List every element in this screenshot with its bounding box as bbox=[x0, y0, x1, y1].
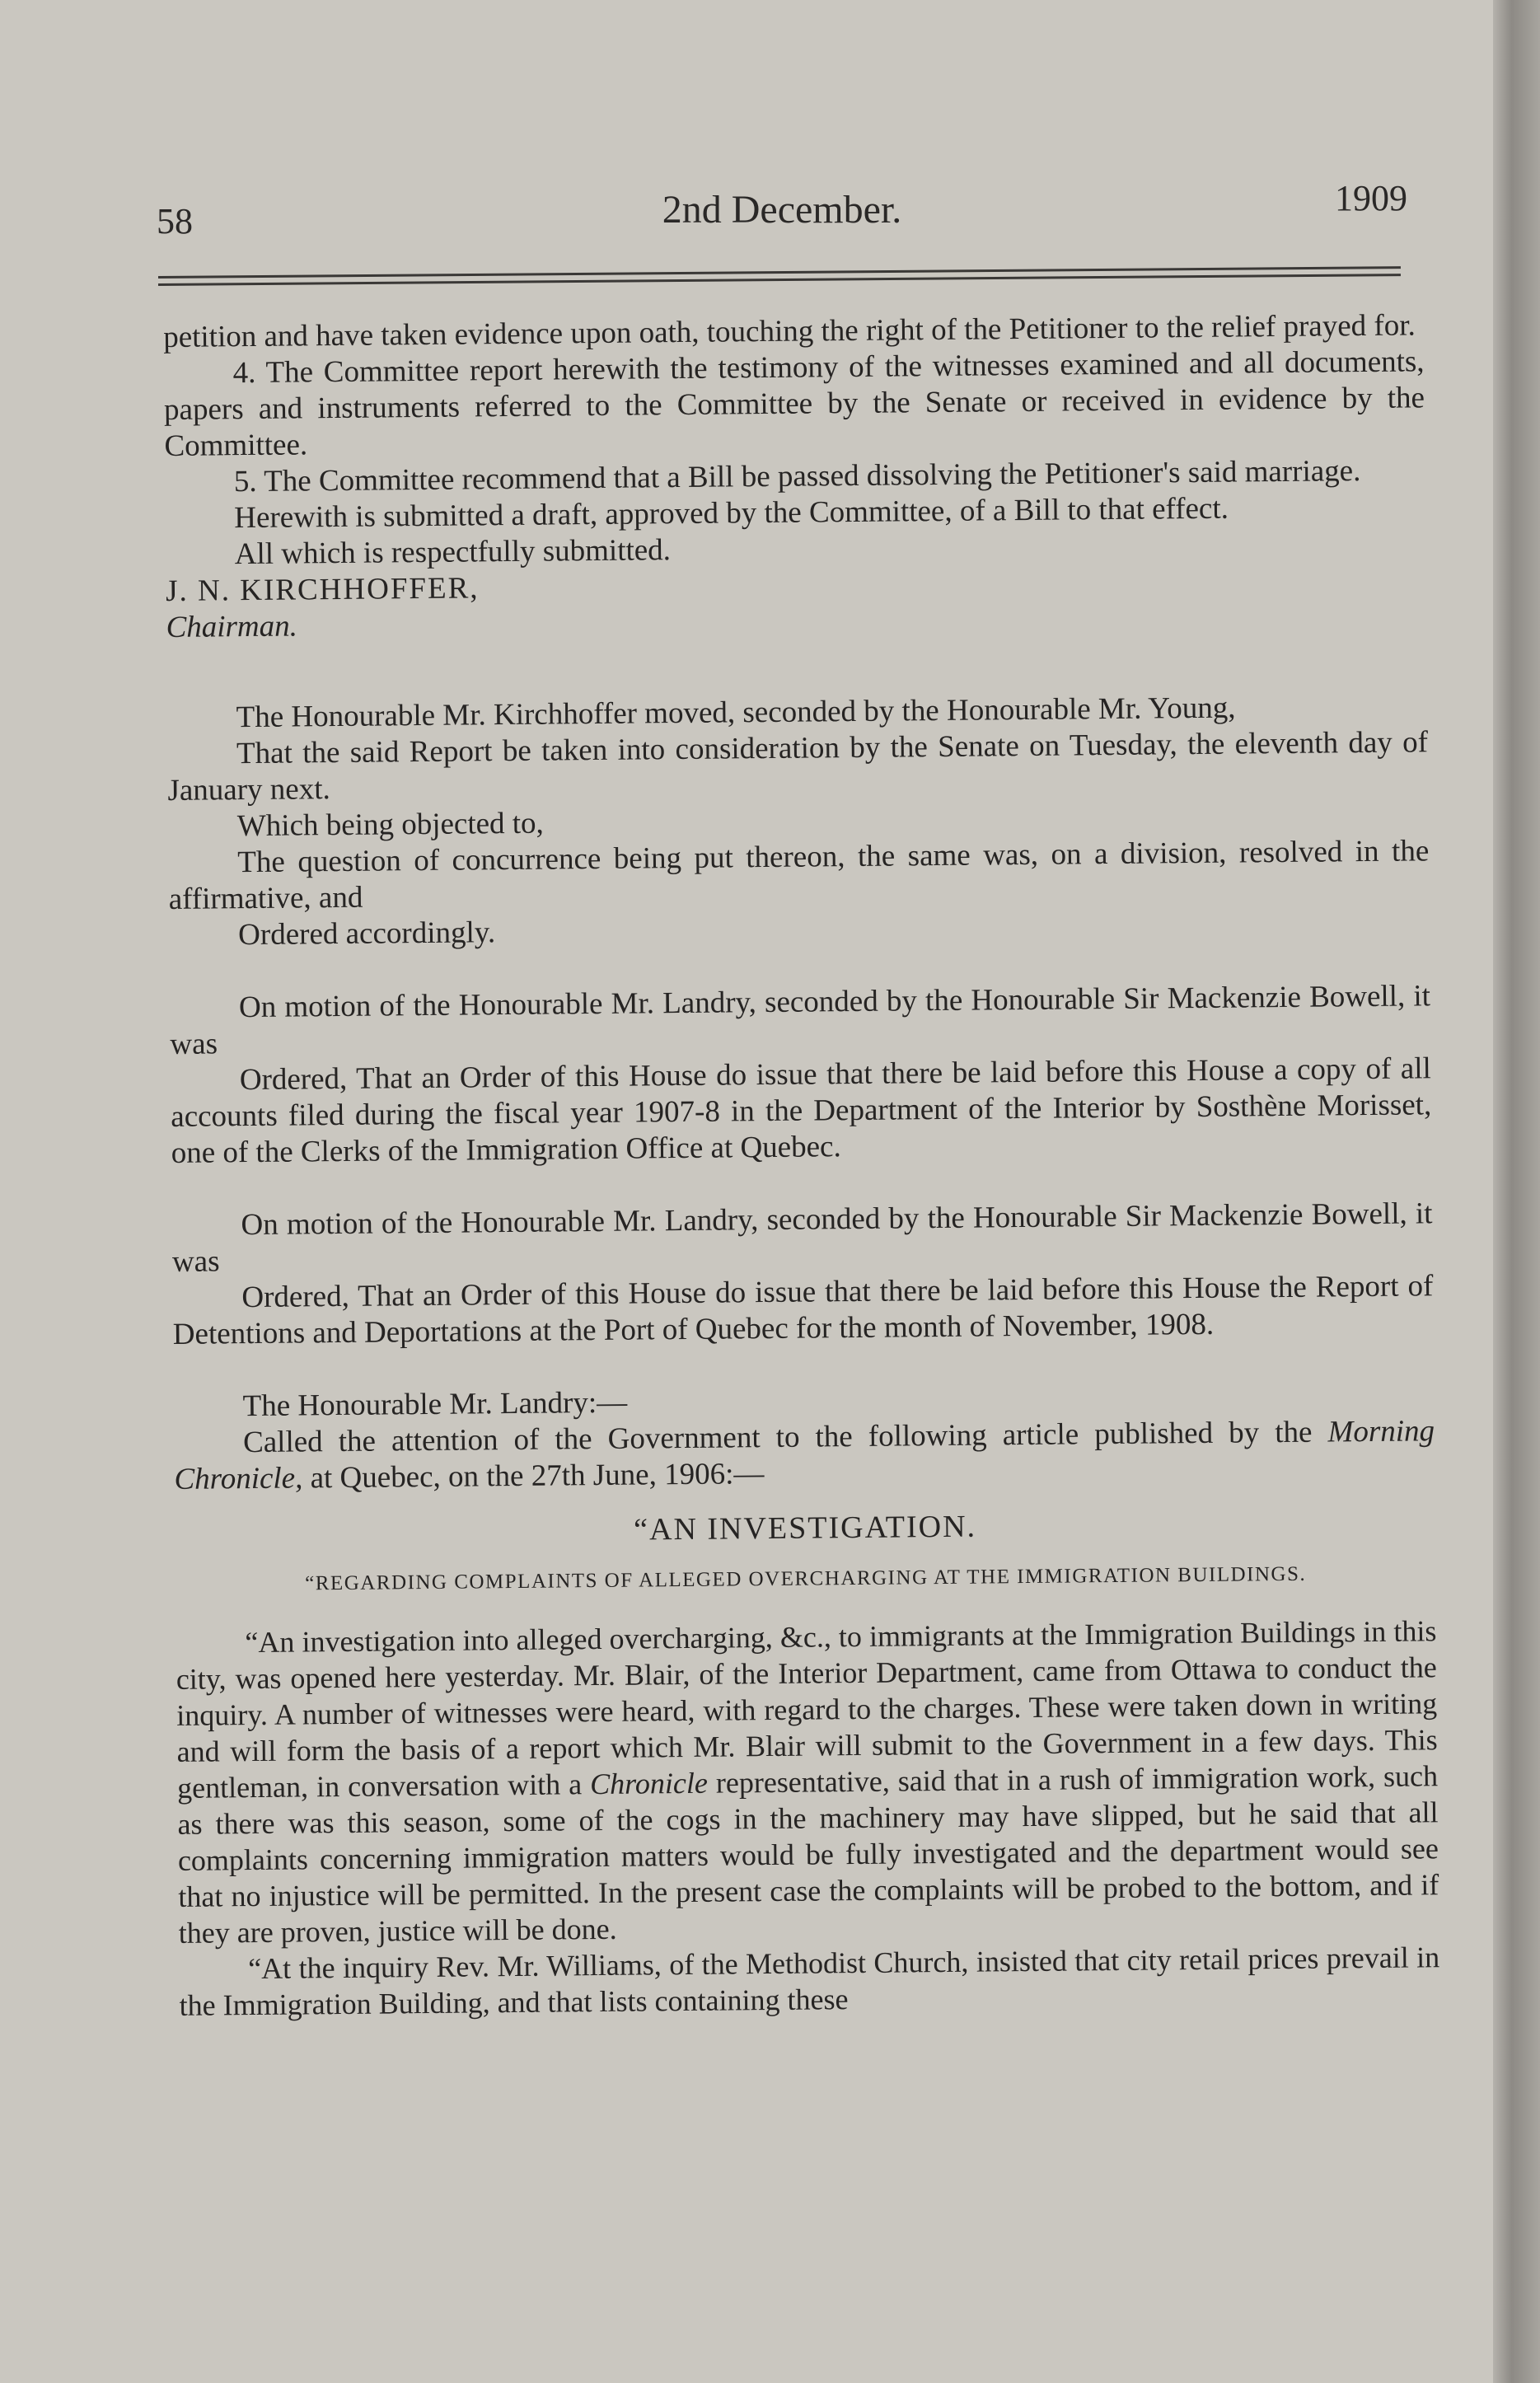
paragraph: petition and have taken evidence upon oath, touching the right of the Petitioner to the relief prayed for. bbox=[163, 308, 1416, 354]
text-run: Called the attention of the Government to the following article published by the bbox=[242, 1415, 1313, 1460]
paragraph: Ordered, That an Order of this House do issue that there be laid before this House the Report of Detentions and Deportations at the Port of Quebec for the month of November, 1908. bbox=[172, 1269, 1434, 1351]
signature-title: Chairman. bbox=[166, 609, 298, 644]
paragraph: 5. The Committee recommend that a Bill be passed dissolving the Petitioner's said marriage. bbox=[233, 454, 1361, 499]
article-subheading: “REGARDING COMPLAINTS OF ALLEGED OVERCHARGING AT THE IMMIGRATION BUILDINGS. bbox=[305, 1562, 1307, 1595]
quoted-article bbox=[176, 1613, 1440, 2024]
paragraph: All which is respectfully submitted. bbox=[234, 533, 672, 572]
signature-name: J. N. KIRCHHOFFER, bbox=[165, 571, 480, 608]
text-run: representative, said that in a rush of immigration work, such as there was this season, some of the cogs in the machinery may have slipped, but he said that all complaints concerning immigration matters would be fully investigated and the department would see that no injustice will be permitted. In the present case the complaints will be probed to the bottom, and if they are proven, justice will be done. bbox=[177, 1759, 1439, 1950]
paragraph: The Honourable Mr. Landry:— bbox=[242, 1385, 628, 1424]
page-number: 58 bbox=[157, 201, 193, 241]
newspaper-title: Morning Chronicle, bbox=[174, 1414, 1435, 1496]
paragraph: Herewith is submitted a draft, approved by the Committee, of a Bill to that effect. bbox=[234, 491, 1229, 536]
page-gutter bbox=[1493, 0, 1540, 2383]
paragraph bbox=[176, 1613, 1439, 1951]
article-heading: “AN INVESTIGATION. bbox=[633, 1509, 977, 1547]
paragraph bbox=[174, 1413, 1435, 1498]
paragraph: “At the inquiry Rev. Mr. Williams, of the Methodist Church, insisted that city retail prices prevail in the Immigration Building, and that lists containing these bbox=[179, 1941, 1440, 2022]
paragraph: Which being objected to, bbox=[236, 806, 545, 844]
paragraph: Ordered accordingly. bbox=[237, 915, 496, 953]
paragraph: The Honourable Mr. Kirchhoffer moved, seconded by the Honourable Mr. Young, bbox=[236, 691, 1236, 735]
paragraph: Ordered, That an Order of this House do issue that there be laid before this House a copy of all accounts filed during the fiscal year 1907-8 in the Department of the Interior by Sosthène Morisset, one of the Clerks of the Immigration Office at Quebec. bbox=[171, 1051, 1432, 1170]
body-text bbox=[163, 307, 1440, 2024]
page-date: 2nd December. bbox=[662, 188, 902, 232]
newspaper-title: Chronicle bbox=[589, 1766, 709, 1801]
paragraph: 4. The Committee report herewith the testimony of the witnesses examined and all documents, papers and instruments referred to the Committee by the Senate or received in evidence by the Committee. bbox=[163, 344, 1425, 463]
paragraph: That the said Report be taken into consideration by the Senate on Tuesday, the eleventh day of January next. bbox=[167, 725, 1429, 808]
paragraph: The question of concurrence being put thereon, the same was, on a division, resolved in the affirmative, and bbox=[168, 834, 1430, 916]
page-year: 1909 bbox=[1335, 178, 1407, 218]
text-run: at Quebec, on the 27th June, 1906:— bbox=[310, 1457, 765, 1496]
paragraph: On motion of the Honourable Mr. Landry, seconded by the Honourable Sir Mackenzie Bowell, it was bbox=[170, 979, 1431, 1061]
paragraph: On motion of the Honourable Mr. Landry, seconded by the Honourable Sir Mackenzie Bowell, it was bbox=[171, 1196, 1433, 1279]
page-header bbox=[157, 169, 1407, 243]
text-run: “An investigation into alleged overcharging, &c., to immigrants at the Immigration Buildings in this city, was opened here yesterday. Mr. Blair, of the Interior Department, came from Ottawa to conduct the inquiry. A number of witnesses were heard, with regard to the charges. These were taken down in writing and will form the basis of a report which Mr. Blair will submit to the Government in a few days. This gentleman, in conversation with a bbox=[176, 1614, 1438, 1805]
